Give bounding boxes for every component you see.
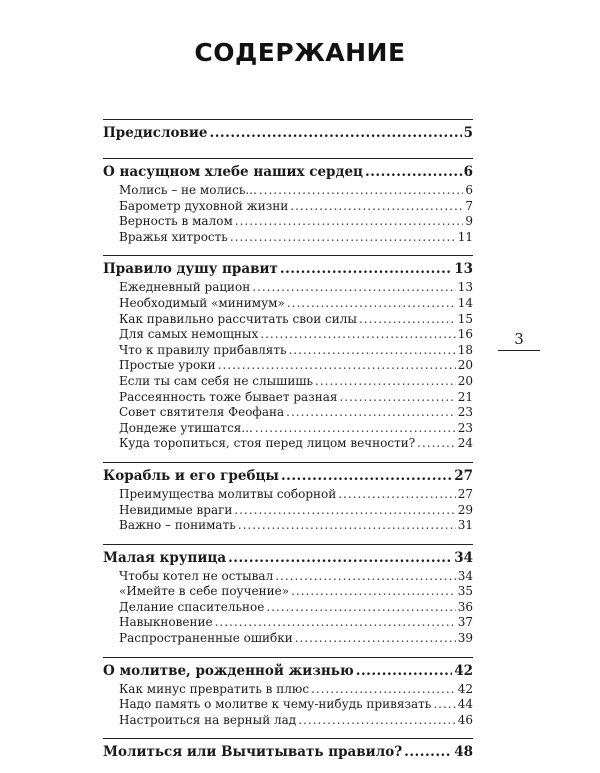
toc-entry-page: 31 xyxy=(457,518,473,533)
toc-entry[interactable] xyxy=(103,183,473,199)
toc-chapter-page: 34 xyxy=(454,549,473,566)
toc-entry-title: Преимущества молитвы соборной xyxy=(119,486,337,501)
toc-entry-page: 23 xyxy=(457,405,473,420)
page-number: 3 xyxy=(514,330,524,348)
toc-leader-dots xyxy=(338,487,456,503)
toc-entry-title: Как минус превратить в плюс xyxy=(119,681,310,696)
toc-entry-page: 21 xyxy=(457,389,473,404)
toc-entry-title: Ежедневный рацион xyxy=(119,280,251,295)
toc-entry[interactable] xyxy=(103,584,473,600)
toc-entry[interactable] xyxy=(103,697,473,713)
page-title: СОДЕРЖАНИЕ xyxy=(194,38,406,67)
toc-leader-dots xyxy=(298,713,456,729)
toc-entry-title: Навыкновение xyxy=(119,615,213,630)
toc-entry-page: 37 xyxy=(457,615,473,630)
toc-entry-page: 7 xyxy=(465,198,473,213)
toc-leader-dots xyxy=(281,466,452,487)
toc-chapter xyxy=(103,544,473,647)
toc-chapter-title: Молиться или Вычитывать правило? xyxy=(103,744,403,761)
toc-entry-page: 42 xyxy=(457,681,473,696)
page-number-rule xyxy=(498,350,540,351)
toc-entry[interactable] xyxy=(103,214,473,230)
toc-entry-title: Чтобы котел не остывал xyxy=(119,568,274,583)
toc-entry[interactable] xyxy=(103,713,473,729)
toc-chapter xyxy=(103,119,473,144)
toc-leader-dots xyxy=(266,600,455,616)
toc-entry-page: 39 xyxy=(457,631,473,646)
toc-entry[interactable] xyxy=(103,487,473,503)
toc-entry[interactable] xyxy=(103,421,473,437)
toc-leader-dots xyxy=(359,312,456,328)
toc-entry-title: Для самых немощных xyxy=(119,327,259,342)
toc-leader-dots xyxy=(295,631,456,647)
toc-leader-dots xyxy=(311,682,456,698)
toc-entry[interactable] xyxy=(103,296,473,312)
toc-leader-dots xyxy=(280,259,452,280)
toc-chapter-heading[interactable] xyxy=(103,259,473,280)
toc-entry[interactable] xyxy=(103,327,473,343)
toc-entry[interactable] xyxy=(103,312,473,328)
toc-entry[interactable] xyxy=(103,358,473,374)
toc-entry-title: Надо память о молитве к чему-нибудь привязать xyxy=(119,697,432,712)
toc-entry[interactable] xyxy=(103,405,473,421)
toc-leader-dots xyxy=(215,615,456,631)
toc-leader-dots xyxy=(218,358,456,374)
toc-entry[interactable] xyxy=(103,518,473,534)
toc-entry-title: Простые уроки xyxy=(119,358,216,373)
toc-entry[interactable] xyxy=(103,631,473,647)
toc-leader-dots xyxy=(365,162,462,183)
toc-leader-dots xyxy=(234,503,455,519)
toc-chapter-heading[interactable] xyxy=(103,742,473,763)
toc-entry-title: «Имейте в себе поучение» xyxy=(119,584,290,599)
toc-entry-title: Если ты сам себя не слышишь xyxy=(119,373,314,388)
toc-leader-dots xyxy=(210,123,462,144)
toc-entry-page: 9 xyxy=(465,214,473,229)
toc-leader-dots xyxy=(235,214,464,230)
toc-entry-page: 16 xyxy=(457,327,473,342)
toc-chapter-heading[interactable] xyxy=(103,466,473,487)
toc-entry-page: 29 xyxy=(457,502,473,517)
toc-entry-title: Делание спасительное xyxy=(119,599,265,614)
toc-entry[interactable] xyxy=(103,343,473,359)
toc-entry-title: Куда торопиться, стоя перед лицом вечности? xyxy=(119,436,416,451)
toc-entry-title: Вражья хитрость xyxy=(119,229,228,244)
toc-chapter-page: 42 xyxy=(454,662,473,679)
toc-entry-title: Необходимый «минимум» xyxy=(119,295,285,310)
toc-leader-dots xyxy=(275,569,456,585)
toc-leader-dots xyxy=(259,183,464,199)
toc-chapter xyxy=(103,462,473,534)
toc-chapter-page: 5 xyxy=(463,125,473,141)
toc-entry-page: 11 xyxy=(457,229,473,244)
toc-entry-page: 24 xyxy=(457,436,473,451)
toc-chapter-heading[interactable] xyxy=(103,548,473,569)
toc-chapter xyxy=(103,657,473,729)
toc-entry[interactable] xyxy=(103,682,473,698)
toc-entry-page: 13 xyxy=(457,280,473,295)
toc-entry-page: 6 xyxy=(465,183,473,197)
toc-leader-dots xyxy=(433,697,455,713)
toc-entry[interactable] xyxy=(103,374,473,390)
toc-entry-title: Верность в малом xyxy=(119,214,233,229)
toc-leader-dots xyxy=(291,584,456,600)
toc-entry-page: 36 xyxy=(457,599,473,614)
toc-entry-page: 27 xyxy=(457,486,473,501)
toc-entry-page: 15 xyxy=(457,311,473,326)
toc-entry-page: 23 xyxy=(457,420,473,435)
toc-entry-page: 34 xyxy=(457,568,473,583)
toc-chapter-title: Корабль и его гребцы xyxy=(103,467,279,484)
toc-entry[interactable] xyxy=(103,199,473,215)
toc-leader-dots xyxy=(404,742,452,763)
toc-entry[interactable] xyxy=(103,230,473,246)
toc-entry[interactable] xyxy=(103,600,473,616)
toc-entry-title: Дондеже утишатся... xyxy=(119,420,253,435)
toc-chapter xyxy=(103,158,473,245)
toc-chapter-title: Предисловие xyxy=(103,125,208,141)
toc-entry[interactable] xyxy=(103,280,473,296)
toc-leader-dots xyxy=(228,548,452,569)
toc-entry-page: 46 xyxy=(457,712,473,727)
toc-chapter-page: 13 xyxy=(454,261,473,278)
toc-entry-title: Молись – не молись... xyxy=(119,183,257,197)
toc-leader-dots xyxy=(339,390,455,406)
toc-leader-dots xyxy=(286,405,456,421)
toc-entry-page: 20 xyxy=(457,373,473,388)
table-of-contents xyxy=(103,119,473,773)
toc-chapter-page: 6 xyxy=(463,164,473,180)
toc-leader-dots xyxy=(260,327,455,343)
toc-entry-title: Рассеянность тоже бывает разная xyxy=(119,389,338,404)
toc-entry[interactable] xyxy=(103,569,473,585)
toc-chapter xyxy=(103,255,473,452)
toc-entry[interactable] xyxy=(103,615,473,631)
toc-entry-page: 35 xyxy=(457,584,473,599)
toc-leader-dots xyxy=(289,343,456,359)
toc-entry-page: 14 xyxy=(457,295,473,310)
toc-entry-title: Распространенные ошибки xyxy=(119,631,293,646)
toc-chapter-title: Малая крупица xyxy=(103,549,227,566)
toc-chapter-heading[interactable] xyxy=(103,162,473,183)
toc-leader-dots xyxy=(315,374,456,390)
toc-leader-dots xyxy=(252,280,455,296)
toc-entry[interactable] xyxy=(103,503,473,519)
toc-leader-dots xyxy=(255,421,456,437)
toc-chapter-page: 48 xyxy=(454,744,473,761)
toc-leader-dots xyxy=(417,436,456,452)
toc-chapter-title: О молитве, рожденной жизнью xyxy=(103,662,354,679)
toc-chapter-page: 27 xyxy=(454,467,473,484)
toc-entry-title: Совет святителя Феофана xyxy=(119,405,285,420)
toc-leader-dots xyxy=(356,661,452,682)
toc-entry-title: Настроиться на верный лад xyxy=(119,712,297,727)
toc-leader-dots xyxy=(287,296,456,312)
toc-chapter-heading[interactable] xyxy=(103,661,473,682)
toc-entry-title: Барометр духовной жизни xyxy=(119,198,289,213)
toc-leader-dots xyxy=(238,518,456,534)
toc-leader-dots xyxy=(290,199,463,215)
toc-entry-title: Как правильно рассчитать свои силы xyxy=(119,311,357,326)
toc-chapter-heading[interactable] xyxy=(103,123,473,144)
toc-chapter xyxy=(103,738,473,763)
toc-entry-page: 44 xyxy=(457,697,473,712)
toc-leader-dots xyxy=(230,230,456,246)
toc-chapter-title: О насущном хлебе наших сердец xyxy=(103,164,364,180)
toc-entry-page: 20 xyxy=(457,358,473,373)
toc-entry[interactable] xyxy=(103,436,473,452)
toc-entry-title: Что к правилу прибавлять xyxy=(119,342,287,357)
toc-chapter-title: Правило душу правит xyxy=(103,261,278,278)
toc-entry[interactable] xyxy=(103,390,473,406)
toc-entry-page: 18 xyxy=(457,342,473,357)
toc-entry-title: Важно – понимать xyxy=(119,518,236,533)
toc-entry-title: Невидимые враги xyxy=(119,502,233,517)
